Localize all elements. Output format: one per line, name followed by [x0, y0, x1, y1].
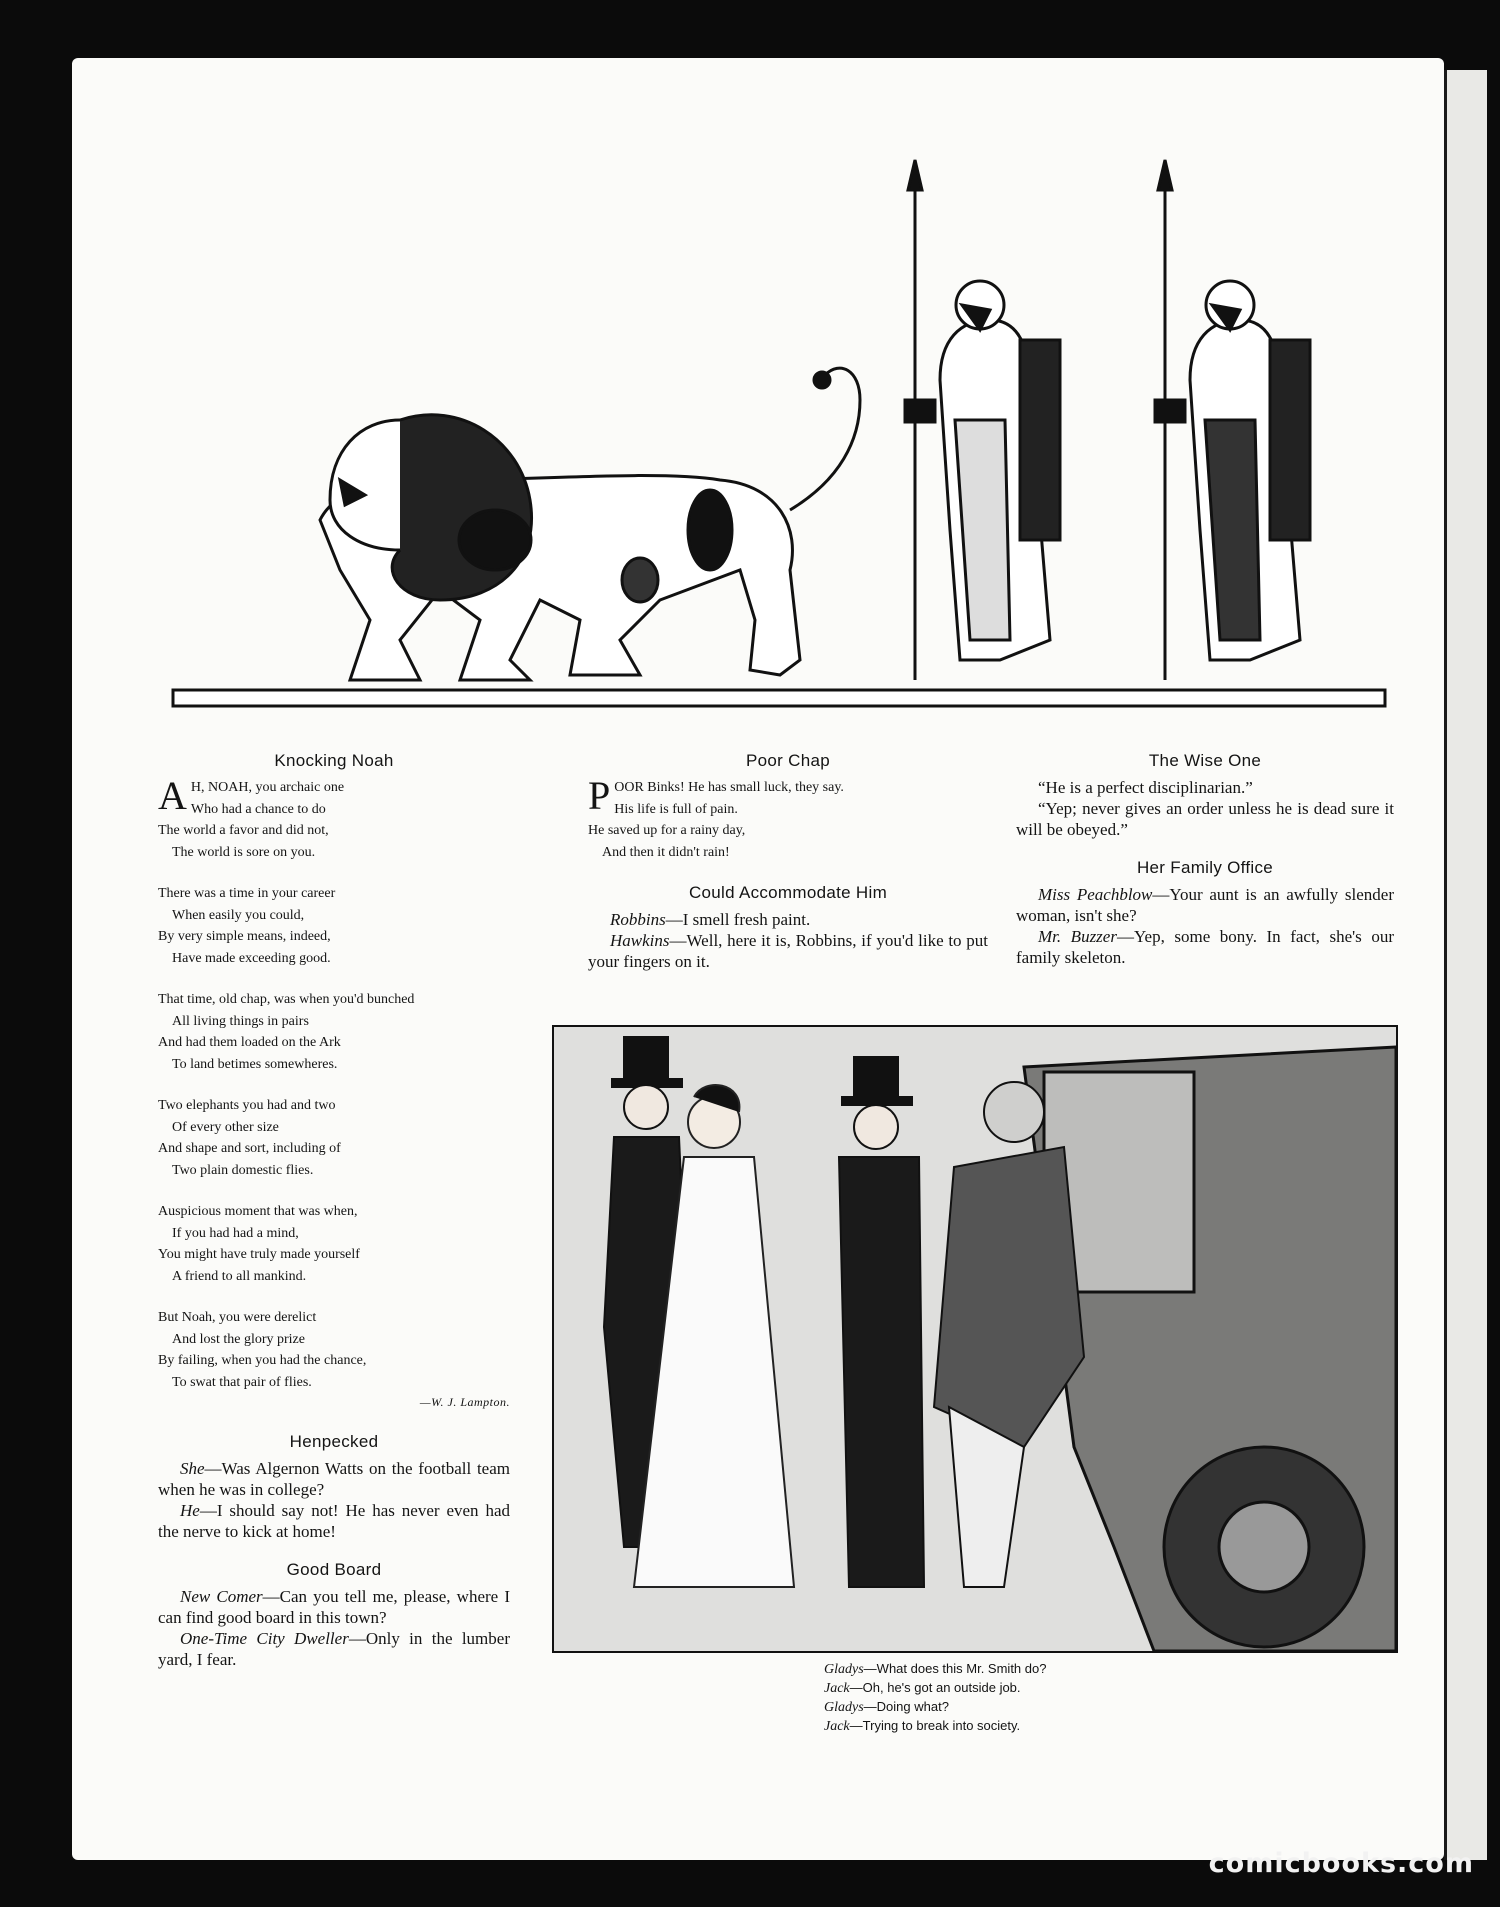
wise-one-joke [1016, 751, 1394, 840]
poem-line: Have made exceeding good. [172, 950, 331, 966]
spearman-figure-left [905, 160, 1060, 680]
poem-line: But Noah, you were derelict [158, 1310, 317, 1325]
poem-line: The world a favor and did not, [158, 823, 329, 838]
family-office-joke [1016, 858, 1394, 968]
joke-title: Her Family Office [1136, 858, 1274, 877]
dialogue-line: Miss Peachblow—Your aunt is an awfully slender woman, isn't she? [1016, 885, 1394, 925]
poem-line: If you had had a mind, [172, 1225, 299, 1241]
drop-cap: A [158, 773, 187, 818]
poem-line: You might have truly made yourself [158, 1247, 360, 1262]
poem-line: Two plain domestic flies. [172, 1162, 314, 1178]
left-column [158, 751, 510, 1688]
society-cartoon-illustration [552, 1025, 1398, 1653]
poem-line: To swat that pair of flies. [172, 1374, 312, 1390]
caption-line: Jack—Oh, he's got an outside job. [824, 1680, 1021, 1696]
spearman-figure-right [1155, 160, 1310, 680]
poem-stanza [158, 773, 510, 863]
cartoon-caption [824, 1660, 1244, 1736]
poem-stanza [158, 1201, 510, 1287]
poem-title: Knocking Noah [274, 751, 394, 770]
joke-title: Could Accommodate Him [688, 883, 888, 902]
poem-line: Auspicious moment that was when, [158, 1204, 358, 1219]
poem-line: There was a time in your career [158, 886, 336, 901]
dialogue-line: Hawkins—Well, here it is, Robbins, if you'd like to put your fingers on it. [588, 931, 988, 971]
poem-line: Two elephants you had and two [158, 1098, 336, 1113]
dialogue-line: Mr. Buzzer—Yep, some bony. In fact, she's our family skeleton. [1016, 927, 1394, 967]
poem-line: And shape and sort, including of [158, 1141, 341, 1156]
poem-title: Poor Chap [746, 751, 830, 770]
poem-line: Who had a chance to do [190, 801, 326, 817]
poem-body: P OOR Binks! He has small luck, they say. His life is full of pain. He saved up for a rainy day, And then it didn't rain! [588, 773, 844, 860]
caption-line: Gladys—What does this Mr. Smith do? [824, 1661, 1047, 1677]
poem-stanza [158, 989, 510, 1075]
poem-line: And lost the glory prize [172, 1331, 305, 1347]
facing-page-edge [1444, 70, 1487, 1860]
dialogue-line: “He is a perfect disciplinarian.” [1038, 778, 1253, 797]
poem-line: By failing, when you had the chance, [158, 1353, 367, 1368]
henpecked-joke [158, 1432, 510, 1542]
joke-title: Henpecked [289, 1432, 379, 1451]
poem-line: When easily you could, [172, 907, 305, 923]
dialogue-line: One-Time City Dweller—Only in the lumber yard, I fear. [158, 1629, 510, 1669]
poem-line: The world is sore on you. [172, 844, 316, 860]
good-board-joke [158, 1560, 510, 1670]
dialogue-line: New Comer—Can you tell me, please, where I can find good board in this town? [158, 1587, 510, 1627]
poem-stanza [158, 1095, 510, 1181]
poem-line: Of every other size [172, 1119, 279, 1135]
cartoon-drawing [554, 1027, 1396, 1651]
poem-line: That time, old chap, was when you'd bunched [158, 992, 415, 1007]
could-accommodate-joke [588, 883, 988, 972]
byline: —W. J. Lampton. [419, 1395, 510, 1409]
dialogue-line: Robbins—I smell fresh paint. [610, 910, 811, 929]
poem-line: To land betimes somewheres. [172, 1056, 338, 1072]
poem-line: By very simple means, indeed, [158, 929, 331, 944]
joke-title: Good Board [286, 1560, 382, 1579]
right-column [1016, 751, 1394, 986]
poem-line: And had them loaded on the Ark [158, 1035, 341, 1050]
lion-and-guards-frieze-illustration [100, 100, 1400, 720]
poem-line: All living things in pairs [172, 1013, 309, 1029]
lion-figure [320, 368, 860, 680]
dialogue-line: He—I should say not! He has never even had the nerve to kick at home! [158, 1501, 510, 1541]
poem-body [158, 773, 510, 1393]
poem-stanza [158, 883, 510, 969]
drop-cap: P [588, 773, 611, 818]
poem-line: A friend to all mankind. [172, 1268, 307, 1284]
caption-line: Jack—Trying to break into society. [824, 1718, 1021, 1734]
poor-chap-poem [588, 751, 988, 863]
poem-line: H, NOAH, you archaic one [190, 780, 345, 795]
knocking-noah-poem [158, 751, 510, 1410]
joke-title: The Wise One [1148, 751, 1262, 770]
caption-line: Gladys—Doing what? [824, 1699, 949, 1715]
poem-stanza [158, 1307, 510, 1393]
middle-column [588, 751, 988, 990]
dialogue-line: She—Was Algernon Watts on the football team when he was in college? [158, 1459, 510, 1499]
dialogue-line: “Yep; never gives an order unless he is dead sure it will be obeyed.” [1016, 799, 1394, 839]
site-watermark: comicbooks.com [1208, 1848, 1474, 1879]
